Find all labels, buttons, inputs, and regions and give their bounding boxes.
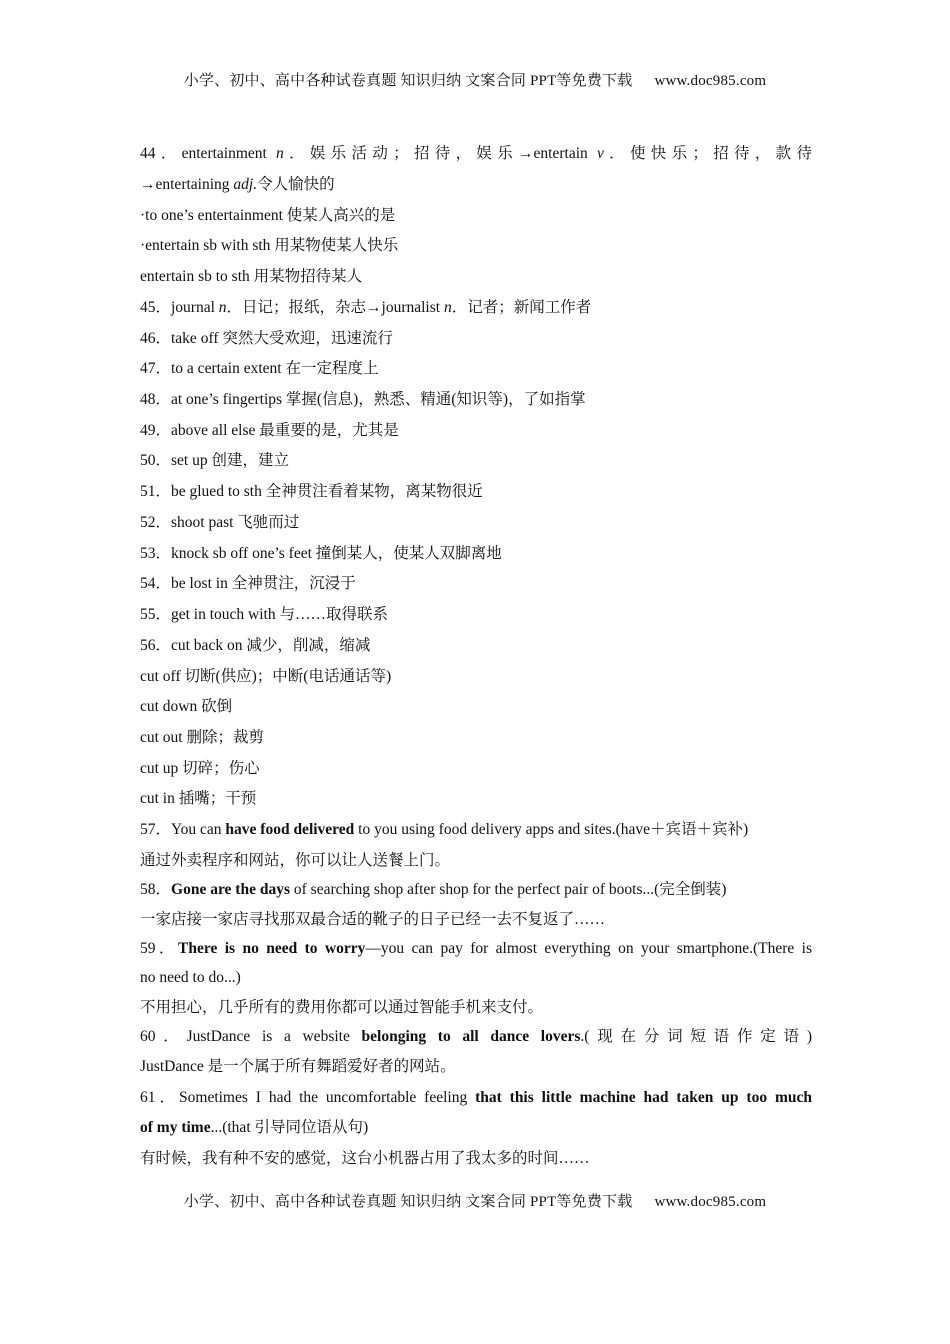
text-line [140,235,812,257]
text-segment: Gone are the days [171,881,290,898]
text-segment: that this little machine had taken up too much [475,1089,812,1106]
text-segment: 49．above all else 最重要的是，尤其是 [140,422,399,439]
text-line [140,909,812,931]
text-line [140,389,812,411]
text-line [140,727,812,749]
text-segment: ·to one’s entertainment 使某人高兴的是 [140,207,396,224]
text-segment: 50．set up 创建，建立 [140,452,289,469]
text-segment: ．娱乐活动；招待，娱乐→entertain [283,145,597,162]
text-segment: .(现在分词短语作定语) [580,1028,812,1045]
text-segment: 47．to a certain extent 在一定程度上 [140,360,379,377]
text-line [140,143,812,165]
text-segment: n [218,299,227,316]
text-line [140,938,812,960]
text-segment: cut up 切碎；伤心 [140,760,260,777]
text-line [140,297,812,319]
text-line [140,1087,812,1109]
text-segment: belonging to all dance lovers [361,1028,581,1045]
text-segment: 60．JustDance is a website [140,1028,362,1045]
text-segment: →entertaining [140,176,234,193]
text-segment: 54．be lost in 全神贯注，沉浸于 [140,575,356,592]
text-segment: n [443,299,452,316]
text-segment: 55．get in touch with 与……取得联系 [140,606,388,623]
text-line [140,819,812,841]
text-segment: n [276,145,284,162]
text-segment: have food delivered [225,821,355,838]
text-segment: cut in 插嘴；干预 [140,790,257,807]
text-segment: 44．entertainment [140,145,277,162]
header-text: 小学、初中、高中各种试卷真题 知识归纳 文案合同 PPT等免费下载 [183,73,633,89]
text-segment: adj. [233,176,258,193]
text-segment: 46．take off 突然大受欢迎，迅速流行 [140,330,393,347]
page-footer [0,1190,950,1211]
text-line [140,328,812,350]
text-line [140,666,812,688]
page-header [0,69,950,90]
text-segment: ．使快乐；招待，款待 [603,145,812,162]
text-segment: 通过外卖程序和网站，你可以让人送餐上门。 [140,852,451,869]
text-segment: 不用担心，几乎所有的费用你都可以通过智能手机来支付。 [140,999,544,1016]
text-segment: 48．at one’s fingertips 掌握(信息)，熟悉、精通(知识等)，了如指掌 [140,391,586,408]
text-segment: 有时候，我有种不安的感觉，这台小机器占用了我太多的时间…… [140,1150,590,1167]
text-segment: to you using food delivery apps and sites.(have＋宾语＋宾补) [354,821,749,838]
text-line [140,696,812,718]
text-segment: ...(that 引导同位语从句) [210,1119,369,1136]
text-line [140,420,812,442]
text-segment: v [596,145,604,162]
footer-url[interactable]: www.doc985.com [654,1194,767,1210]
text-line [140,543,812,565]
text-line [140,1148,812,1170]
text-segment: 57．You can [140,821,226,838]
footer-text: 小学、初中、高中各种试卷真题 知识归纳 文案合同 PPT等免费下载 [183,1194,633,1210]
text-line [140,788,812,810]
header-url[interactable]: www.doc985.com [654,73,767,89]
text-segment: cut down 砍倒 [140,698,233,715]
text-line [140,1056,812,1078]
text-line [140,573,812,595]
text-line [140,1026,812,1048]
text-segment: 一家店接一家店寻找那双最合适的靴子的日子已经一去不复返了…… [140,911,606,928]
text-segment: 52．shoot past 飞驰而过 [140,514,300,531]
text-segment: of my time [140,1119,211,1136]
text-segment: cut out 删除；裁剪 [140,729,264,746]
text-line [140,481,812,503]
text-line [140,604,812,626]
text-segment: 53．knock sb off one’s feet 撞倒某人，使某人双脚离地 [140,545,502,562]
text-segment: of searching shop after shop for the perfect pair of boots...(完全倒装) [290,881,727,898]
text-line [140,266,812,288]
text-line [140,635,812,657]
text-segment: 58． [140,881,172,898]
text-segment: ．记者；新闻工作者 [451,299,592,316]
text-segment: There is no need to worry [178,940,366,957]
text-line [140,997,812,1019]
text-line [140,512,812,534]
text-segment: ．日记；报纸，杂志→journalist [226,299,444,316]
text-line [140,1117,812,1139]
text-line [140,879,812,901]
text-segment: 56．cut back on 减少，削减，缩减 [140,637,371,654]
text-segment: JustDance 是一个属于所有舞蹈爱好者的网站。 [140,1058,456,1075]
text-segment: ·entertain sb with sth 用某物使某人快乐 [140,237,399,254]
text-segment: 51．be glued to sth 全神贯注看着某物，离某物很近 [140,483,483,500]
text-line [140,450,812,472]
text-segment: 59． [140,940,179,957]
text-segment: cut off 切断(供应)；中断(电话通话等) [140,668,392,685]
text-line [140,205,812,227]
text-line [140,850,812,872]
text-line [140,758,812,780]
text-line [140,174,812,196]
text-line [140,358,812,380]
text-segment: 45．journal [140,299,219,316]
text-segment: no need to do...) [140,969,241,986]
text-segment: entertain sb to sth 用某物招待某人 [140,268,363,285]
text-segment: 令人愉快的 [257,176,335,193]
text-segment: —you can pay for almost everything on your smartphone.(There is [365,940,812,957]
text-segment: 61．Sometimes I had the uncomfortable feeling [140,1089,476,1106]
text-line [140,967,812,989]
